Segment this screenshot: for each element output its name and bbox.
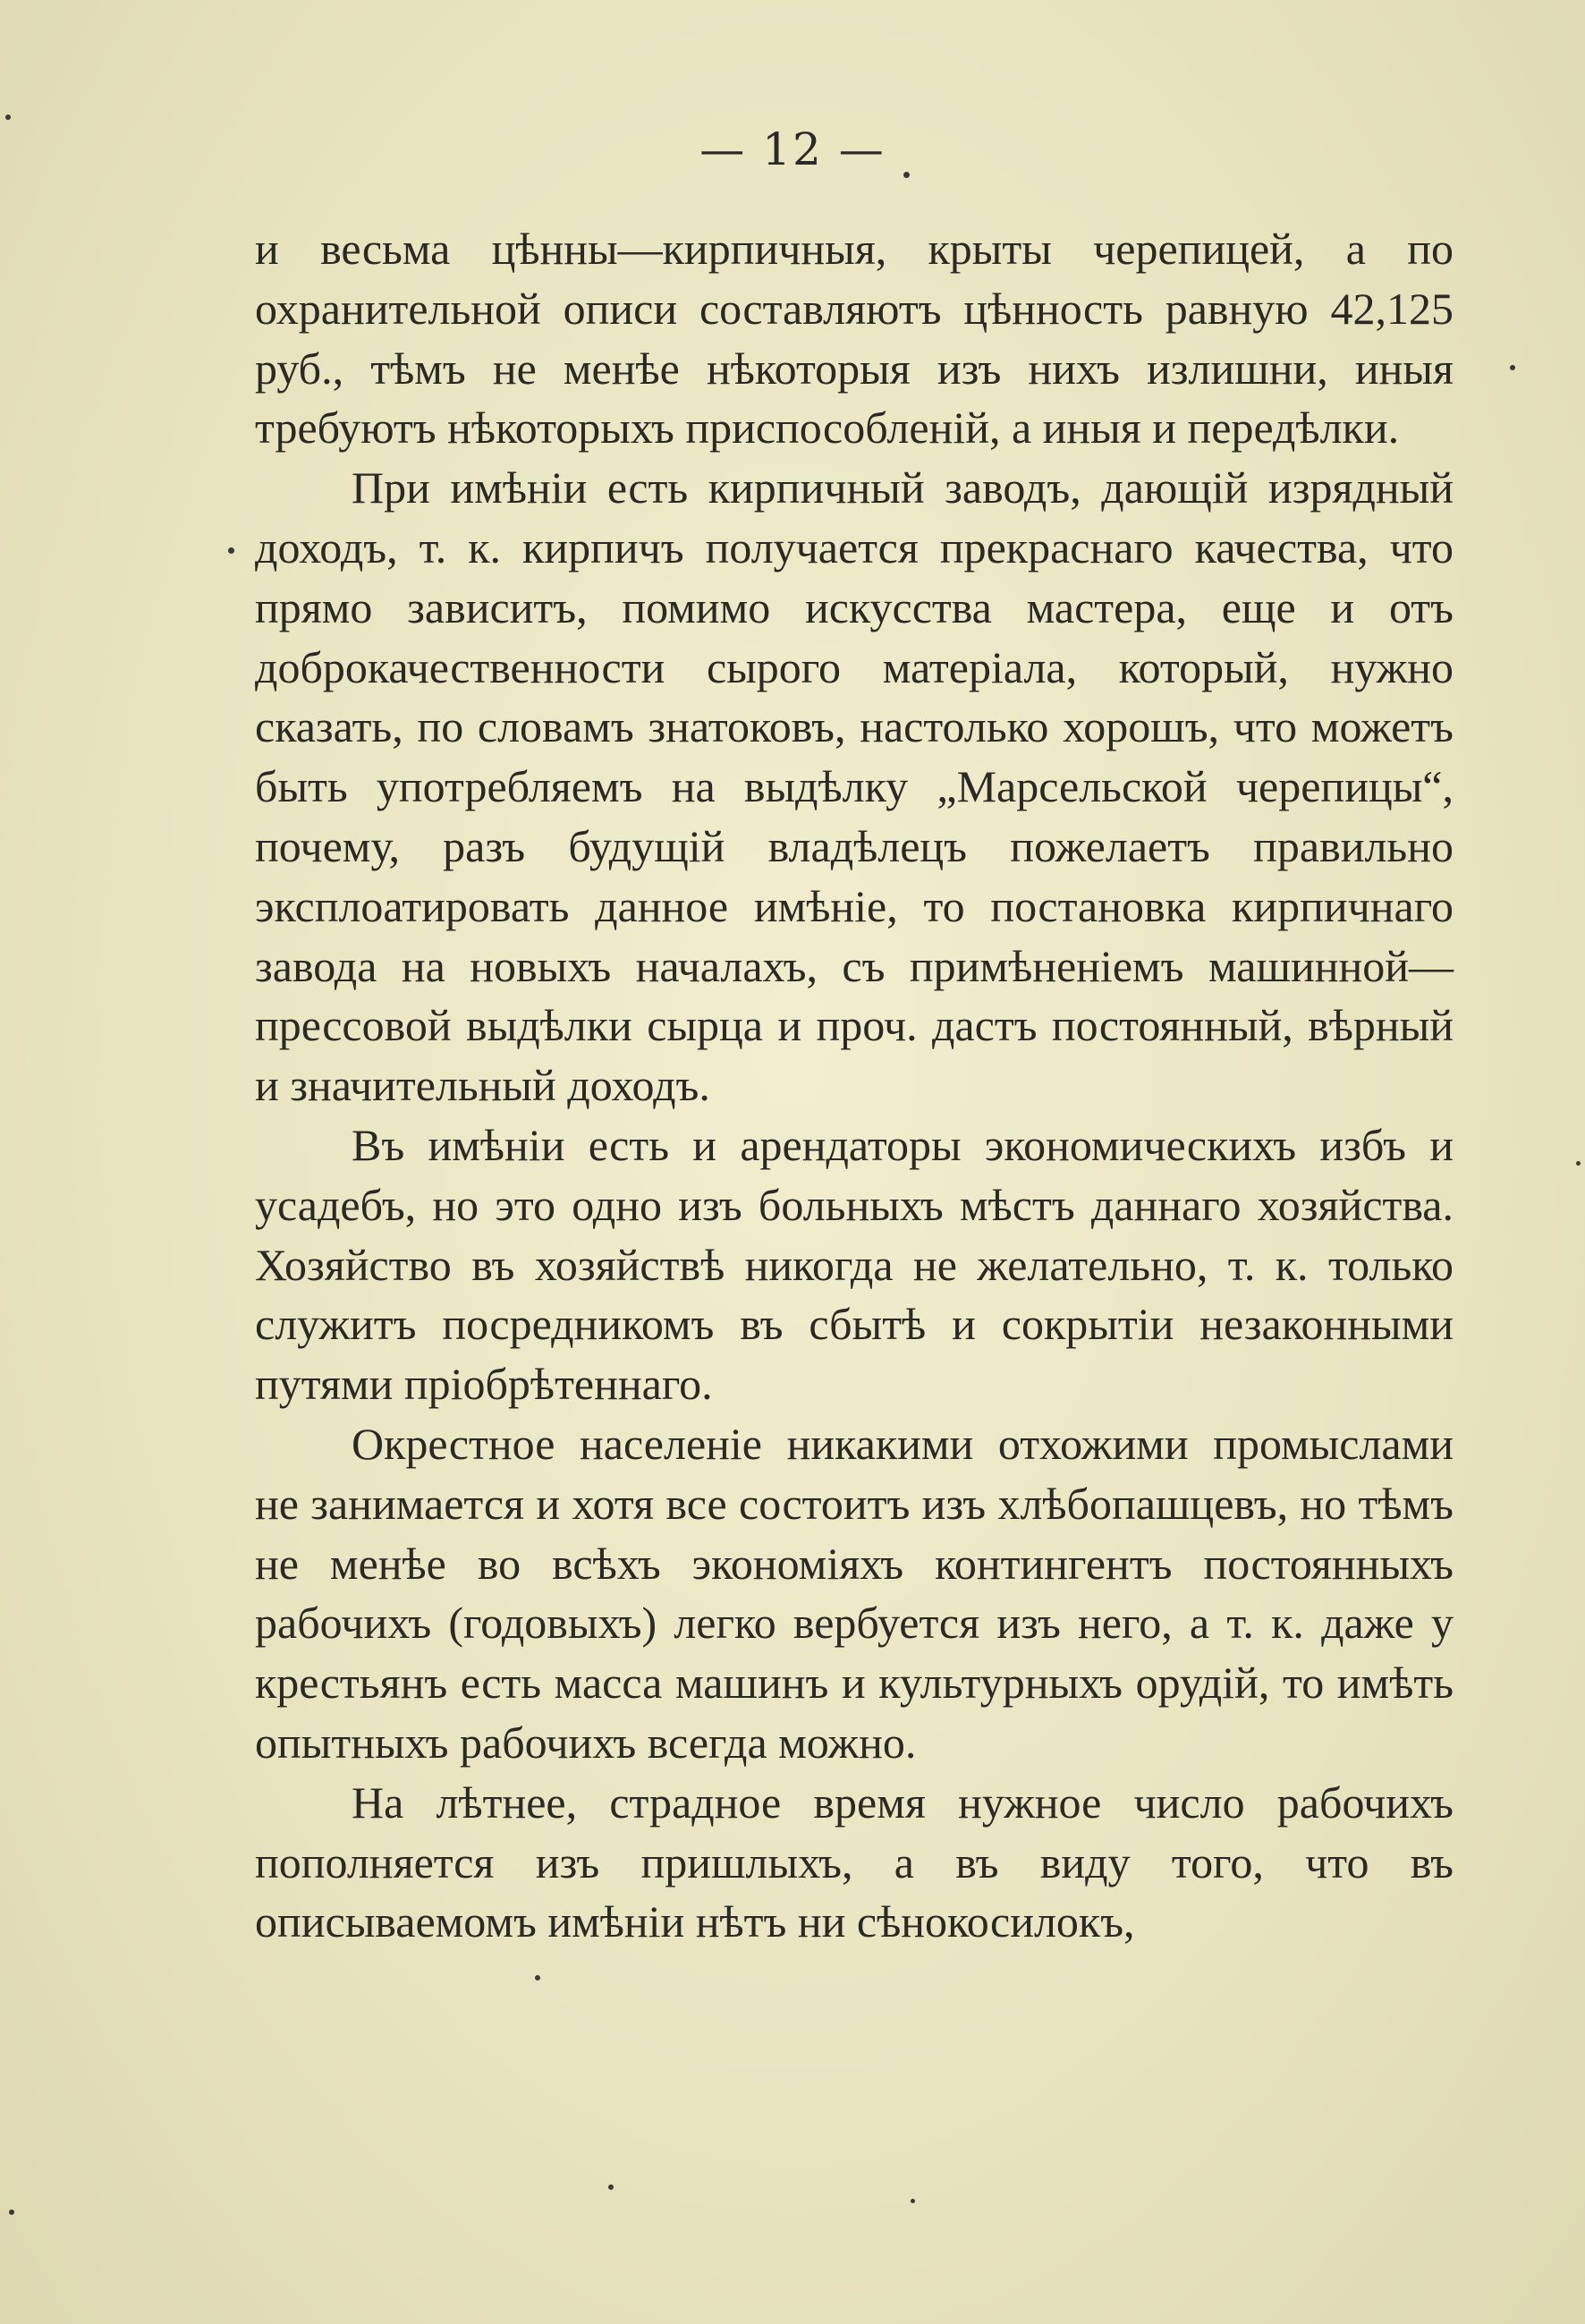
paragraph-5: На лѣтнее, страдное время нужное число рабочихъ пополняется изъ пришлыхъ, а въ виду того, что въ описываемомъ имѣніи нѣтъ ни сѣнокосилокъ, bbox=[255, 1777, 1454, 1947]
paragraph-4: Окрестное населеніе никакими отхожими промыслами не занимается и хотя все состоитъ изъ хлѣбопашцевъ, но тѣмъ не менѣе во всѣхъ экономіяхъ контингентъ постоянныхъ рабочихъ (годовыхъ) легко вербуется изъ него, а т. к. даже у крестьянъ есть масса машинъ и культурныхъ орудій, то имѣть опытныхъ рабочихъ всегда можно. bbox=[255, 1418, 1454, 1768]
paragraph-3: Въ имѣніи есть и арендаторы экономическихъ избъ и усадебъ, но это одно изъ больныхъ мѣстъ даннаго хозяйства. Хозяйство въ хозяйствѣ никогда не желательно, т. к. только служитъ посредникомъ въ сбытѣ и сокрытіи незаконными путями пріобрѣтеннаго. bbox=[255, 1119, 1454, 1410]
speck-mark bbox=[5, 115, 11, 120]
speck-mark bbox=[1510, 365, 1515, 370]
speck-mark bbox=[1576, 1161, 1581, 1166]
speck-mark bbox=[228, 547, 234, 554]
speck-mark bbox=[911, 2199, 915, 2203]
paragraph-1: и весьма цѣнны—кирпичныя, крыты черепицей, а по охранительной описи составляютъ цѣнность равную 42,125 руб., тѣмъ не менѣе нѣкоторыя изъ нихъ излишни, иныя требуютъ нѣкоторыхъ приспособленій, а иныя и передѣлки. bbox=[255, 224, 1454, 454]
speck-mark bbox=[535, 1975, 540, 1980]
speck-mark bbox=[608, 2184, 614, 2190]
body-text bbox=[255, 219, 1454, 1952]
page-number: — 12 — bbox=[699, 123, 886, 175]
speck-mark bbox=[9, 2209, 14, 2215]
paragraph-2: При имѣніи есть кирпичный заводъ, дающій изрядный доходъ, т. к. кирпичъ получается прекраснаго качества, что прямо зависитъ, помимо искусства мастера, еще и отъ доброкачественности сырого матеріала, который, нужно сказать, по словамъ знатоковъ, настолько хорошъ, что можетъ быть употребляемъ на выдѣлку „Марсельской черепицы“, почему, разъ будущій владѣлецъ пожелаетъ правильно эксплоатировать данное имѣніе, то постановка кирпичнаго завода на новыхъ началахъ, съ примѣненіемъ машинной—прессовой выдѣлки сырца и проч. дастъ постоянный, вѣрный и значительный доходъ. bbox=[255, 462, 1454, 1111]
speck-mark bbox=[903, 172, 910, 178]
